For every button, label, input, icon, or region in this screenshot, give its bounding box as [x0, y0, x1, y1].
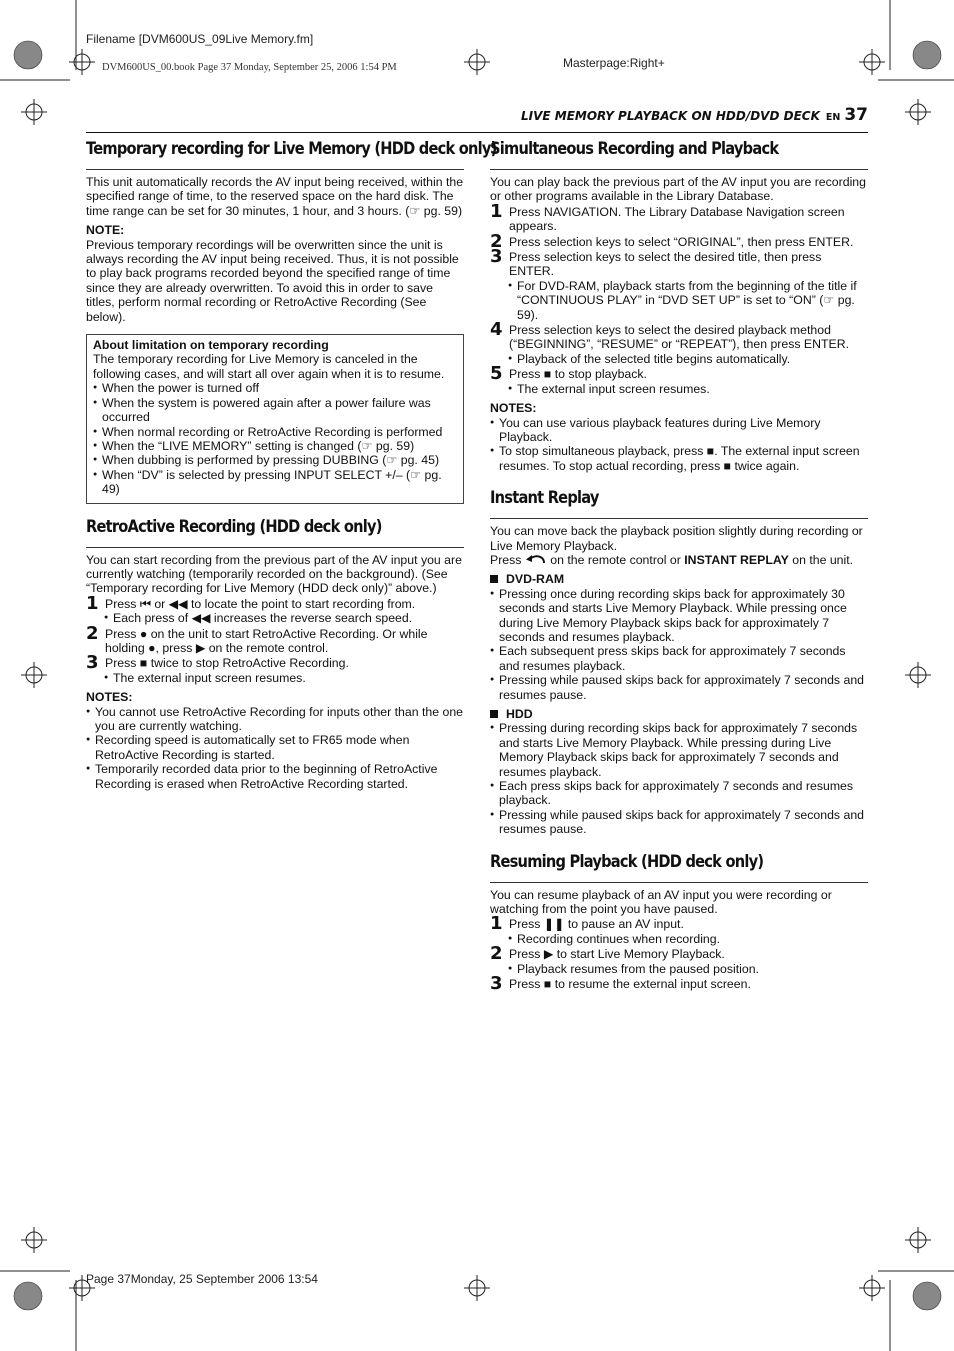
right-column	[490, 138, 868, 995]
filename-label: Filename [DVM600US_09Live Memory.fm]	[86, 32, 314, 46]
step-text: Press ● on the unit to start RetroActive Recording. Or while holding ●, press ▶ on the remote control.	[105, 626, 428, 655]
step	[490, 913, 868, 935]
list-item: ● Pressing during recording skips back for approximately 7 seconds and starts Live Memory Playback. While pressing during Live Memory Playback skips back for approximately 7 seconds and resumes playback.	[490, 721, 868, 779]
step-note: ● Each press of ◀◀ increases the reverse search speed.	[104, 611, 464, 625]
list-item: ● To stop simultaneous playback, press ■. The external input screen resumes. To stop actual recording, press ■ twice again.	[490, 444, 868, 473]
step-number: 2	[490, 230, 503, 252]
step-text: Press ▶ to start Live Memory Playback.	[509, 947, 725, 962]
instant-replay-icon	[525, 554, 547, 565]
step	[490, 230, 868, 252]
footer-info: Page 37Monday, 25 September 2006 13:54	[86, 1272, 318, 1286]
list-item: ● Pressing while paused skips back for approximately 7 seconds and resumes pause.	[490, 808, 868, 837]
note-label: NOTE:	[86, 223, 125, 238]
list-item: ● Recording speed is automatically set to FR65 mode when RetroActive Recording is started.	[86, 733, 464, 762]
step-note: ● The external input screen resumes.	[508, 382, 868, 396]
step-number: 3	[490, 246, 503, 268]
hdd-label: HDD	[506, 707, 533, 721]
step	[490, 943, 868, 965]
step	[490, 973, 868, 995]
step-note: ● Recording continues when recording.	[508, 932, 868, 946]
step-number: 1	[490, 200, 503, 222]
step	[86, 652, 464, 674]
step-number: 1	[490, 913, 503, 935]
page-number: 37	[844, 105, 868, 125]
step-text: Press ■ to resume the external input screen.	[509, 977, 751, 992]
list-item: ● You can use various playback features during Live Memory Playback.	[490, 416, 868, 445]
temp-note: Previous temporary recordings will be overwritten since the unit is always recording the AV input being received. Thus, it is not possible to play back programs recorded beyond the specified range of time since they are already overwritten. To avoid this in order to save titles, perform normal recording or RetroActive Recording (See below).	[86, 237, 459, 324]
temp-intro: This unit automatically records the AV input being received, within the specified range of time, to the reserved space on the hard disk. The time range can be set for 30 minutes, 1 hour, and 3 hours. (☞ pg. 59)	[86, 175, 464, 218]
list-item: ● Pressing once during recording skips back for approximately 30 seconds and starts Live Memory Playback. While pressing once during Live Memory Playback skips back for approximately 7 seconds and resumes playback.	[490, 587, 868, 645]
list-item: ● You cannot use RetroActive Recording for inputs other than the one you are currently watching.	[86, 705, 464, 734]
step-number: 5	[490, 363, 503, 385]
instant-intro: You can move back the playback position slightly during recording or Live Memory Playback.	[490, 524, 863, 553]
instant-replay-key: INSTANT REPLAY	[684, 552, 789, 567]
step-text: Press ■ to stop playback.	[509, 367, 647, 382]
section-title: RetroActive Recording (HDD deck only)	[86, 516, 382, 537]
press-text: on the unit.	[792, 552, 854, 567]
list-item: ● When “DV” is selected by pressing INPUT SELECT +/– (☞ pg. 49)	[93, 468, 457, 497]
step-text: Press ❚❚ to pause an AV input.	[509, 917, 684, 932]
step-number: 2	[490, 943, 503, 965]
step	[86, 592, 464, 614]
box-title: About limitation on temporary recording	[93, 338, 329, 353]
step-note: ● Playback resumes from the paused position.	[508, 962, 868, 976]
step-number: 2	[86, 622, 99, 644]
section-title: Resuming Playback (HDD deck only)	[490, 851, 764, 872]
step-number: 3	[490, 973, 503, 995]
retro-intro: You can start recording from the previous part of the AV input you are currently watching (temporarily recorded on the background). (See “Temporary recording for Live Memory (HDD deck only)” above.)	[86, 552, 462, 596]
book-info: DVM600US_00.book Page 37 Monday, September 25, 2006 1:54 PM	[102, 62, 397, 73]
masterpage-label: Masterpage:Right+	[563, 56, 665, 70]
step	[86, 622, 464, 656]
section-temporary-recording	[86, 138, 497, 170]
left-column	[86, 138, 497, 791]
section-retroactive	[86, 516, 464, 548]
hdd-heading	[490, 707, 868, 721]
list-item: ● When the power is turned off	[93, 381, 457, 395]
list-item: ● Temporarily recorded data prior to the beginning of RetroActive Recording is erased when RetroActive Recording started.	[86, 762, 464, 791]
step	[490, 246, 868, 279]
square-bullet-icon	[490, 710, 498, 718]
step-number: 4	[490, 319, 503, 341]
step-text: Press NAVIGATION. The Library Database Navigation screen appears.	[509, 204, 845, 234]
list-item: ● Pressing while paused skips back for approximately 7 seconds and resumes pause.	[490, 673, 868, 702]
section-title: Temporary recording for Live Memory (HDD deck only)	[86, 139, 497, 159]
resume-intro: You can resume playback of an AV input you were recording or watching from the point you have paused.	[490, 887, 832, 917]
section-resuming-playback	[490, 851, 868, 883]
step	[490, 200, 868, 234]
step-text: Press selection keys to select “ORIGINAL”, then press ENTER.	[509, 234, 854, 249]
step-text: Press ■ twice to stop RetroActive Recording.	[105, 656, 349, 671]
dvd-ram-label: DVD-RAM	[506, 572, 565, 587]
instant-press-line	[490, 553, 868, 567]
section-title: Instant Replay	[490, 488, 599, 509]
simul-intro: You can play back the previous part of the AV input you are recording or other programs available in the Library Database.	[490, 175, 866, 204]
list-item: ● When normal recording or RetroActive Recording is performed	[93, 425, 457, 439]
list-item: ● Each subsequent press skips back for approximately 7 seconds and resumes playback.	[490, 644, 868, 673]
list-item: ● Each press skips back for approximately 7 seconds and resumes playback.	[490, 779, 868, 808]
dvd-ram-heading	[490, 572, 868, 586]
running-head	[521, 105, 868, 125]
box-intro: The temporary recording for Live Memory is canceled in the following cases, and will start all over again when it is to resume.	[93, 352, 445, 381]
step-number: 1	[86, 592, 99, 614]
step-note: ● For DVD-RAM, playback starts from the beginning of the title if “CONTINUOUS PLAY” in “DVD SET UP” is set to “ON” (☞ pg. 59).	[508, 279, 868, 322]
section-simultaneous	[490, 138, 868, 170]
section-instant-replay	[490, 487, 868, 519]
running-title: LIVE MEMORY PLAYBACK ON HDD/DVD DECK	[521, 109, 820, 123]
header-rule	[86, 132, 868, 133]
step-note: ● Playback of the selected title begins automatically.	[508, 352, 868, 366]
list-item: ● When the system is powered again after a power failure was occurred	[93, 396, 457, 425]
step-text: Press selection keys to select the desired playback method (“BEGINNING”, “RESUME” or “REPEAT”), then press ENTER.	[509, 323, 850, 352]
list-item: ● When the “LIVE MEMORY” setting is changed (☞ pg. 59)	[93, 439, 457, 453]
language-tag: EN	[825, 112, 841, 123]
step	[490, 319, 868, 352]
step-number: 3	[86, 652, 99, 674]
notes-label: NOTES:	[86, 690, 133, 705]
notes-label: NOTES:	[490, 401, 537, 416]
step-note: ● The external input screen resumes.	[104, 671, 464, 685]
step-text: Press ⏮ or ◀◀ to locate the point to start recording from.	[105, 596, 416, 611]
press-text: on the remote control or	[550, 552, 681, 567]
step-text: Press selection keys to select the desired title, then press ENTER.	[509, 250, 822, 279]
section-title: Simultaneous Recording and Playback	[490, 139, 779, 159]
list-item: ● When dubbing is performed by pressing DUBBING (☞ pg. 45)	[93, 453, 457, 467]
press-text: Press	[490, 552, 522, 567]
limitation-box	[86, 334, 464, 503]
square-bullet-icon	[490, 575, 498, 583]
step	[490, 363, 868, 385]
